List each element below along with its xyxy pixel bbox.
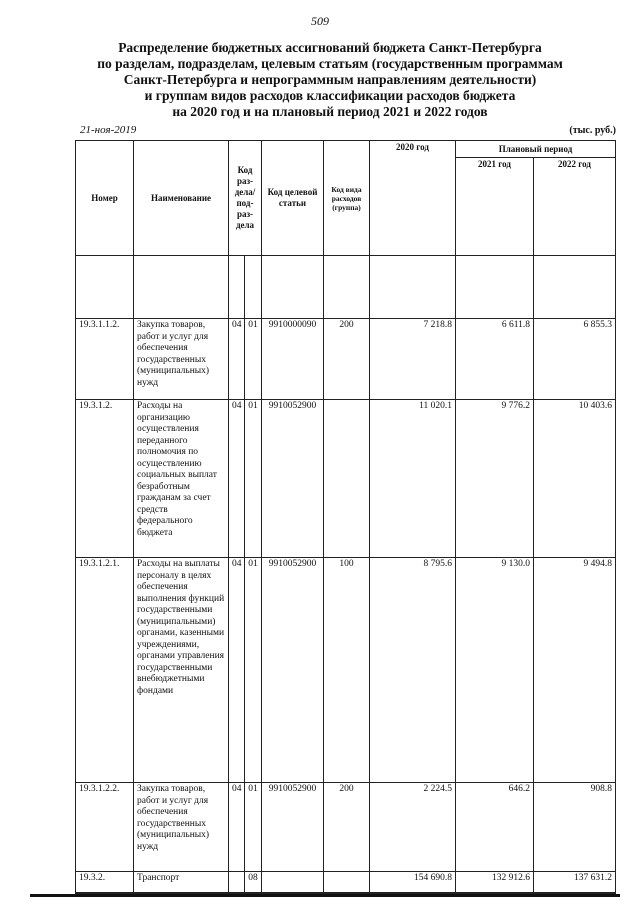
row-value-2022: 6 855.3 [534,319,616,400]
header-expense-code: Код вида расходов (группа) [324,141,370,256]
title-line: по разделам, подразделам, целевым статьям (государственным программам [97,56,563,71]
table-row [76,783,616,872]
title-line: Санкт-Петербурга и непрограммным направлениям деятельности) [123,72,537,87]
document-title [60,40,600,120]
header-target-code: Код целевой статьи [262,141,324,256]
title-line: Распределение бюджетных ассигнований бюджета Санкт-Петербурга [118,40,542,55]
row-subsection: 01 [245,400,262,558]
row-value-2020: 8 795.6 [370,558,456,783]
row-value-2020: 2 224.5 [370,783,456,872]
row-section: 04 [229,783,245,872]
row-value-2020: 11 020.1 [370,400,456,558]
header-number: Номер [76,141,134,256]
row-value-2020: 154 690.8 [370,872,456,894]
header-planned-period: Плановый период [456,141,616,158]
row-expense-code: 200 [324,783,370,872]
row-value-2021: 6 611.8 [456,319,534,400]
header-section-code: Код раз- дела/ под- раз- дела [229,141,262,256]
spacer-cell [134,256,229,319]
row-number: 19.3.2. [76,872,134,894]
row-expense-code: 200 [324,319,370,400]
row-value-2022: 9 494.8 [534,558,616,783]
title-line: на 2020 год и на плановый период 2021 и 2022 годов [172,104,488,119]
units-label: (тыс. руб.) [569,125,616,136]
table-row [76,872,616,894]
spacer-cell [262,256,324,319]
row-target-code: 9910052900 [262,400,324,558]
row-value-2021: 646.2 [456,783,534,872]
table-row [76,319,616,400]
spacer-cell [324,256,370,319]
row-number: 19.3.1.2. [76,400,134,558]
row-subsection: 01 [245,783,262,872]
row-expense-code: 100 [324,558,370,783]
spacer-cell [76,256,134,319]
row-expense-code [324,400,370,558]
row-name: Расходы на организацию осуществления переданного полномочия по осуществлению социальных выплат безработным гражданам за счет средств федерального бюджета [134,400,229,558]
row-section: 04 [229,400,245,558]
row-number: 19.3.1.2.1. [76,558,134,783]
row-value-2021: 9 776.2 [456,400,534,558]
row-section: 04 [229,558,245,783]
row-target-code: 9910000090 [262,319,324,400]
spacer-cell [245,256,262,319]
row-section: 04 [229,319,245,400]
title-line: и группам видов расходов классификации расходов бюджета [144,88,516,103]
row-name: Транспорт [134,872,229,894]
table-row [76,558,616,783]
row-target-code: 9910052900 [262,783,324,872]
row-target-code [262,872,324,894]
header-2021: 2021 год [456,158,534,256]
header-2020: 2020 год [370,141,456,256]
row-number: 19.3.1.1.2. [76,319,134,400]
row-name: Закупка товаров, работ и услуг для обеспечения государственных (муниципальных) нужд [134,319,229,400]
row-value-2022: 137 631.2 [534,872,616,894]
row-number: 19.3.1.2.2. [76,783,134,872]
row-value-2022: 10 403.6 [534,400,616,558]
document-date: 21-ноя-2019 [80,124,137,136]
header-spacer-row [76,256,616,319]
header-name: Наименование [134,141,229,256]
spacer-cell [534,256,616,319]
spacer-cell [456,256,534,319]
row-value-2021: 132 912.6 [456,872,534,894]
row-value-2021: 9 130.0 [456,558,534,783]
page-number: 509 [311,14,329,28]
spacer-cell [229,256,245,319]
row-value-2020: 7 218.8 [370,319,456,400]
row-value-2022: 908.8 [534,783,616,872]
budget-table [75,140,616,894]
row-expense-code [324,872,370,894]
row-subsection: 08 [245,872,262,894]
row-name: Закупка товаров, работ и услуг для обеспечения государственных (муниципальных) нужд [134,783,229,872]
row-name: Расходы на выплаты персоналу в целях обеспечения выполнения функций государственными (муниципальными) органами, казенными учреждениями, органами управления государственными внебюджетными фондами [134,558,229,783]
table-row [76,400,616,558]
row-subsection: 01 [245,319,262,400]
row-target-code: 9910052900 [262,558,324,783]
spacer-cell [370,256,456,319]
row-section [229,872,245,894]
header-2022: 2022 год [534,158,616,256]
page-bottom-rule [30,894,620,897]
row-subsection: 01 [245,558,262,783]
